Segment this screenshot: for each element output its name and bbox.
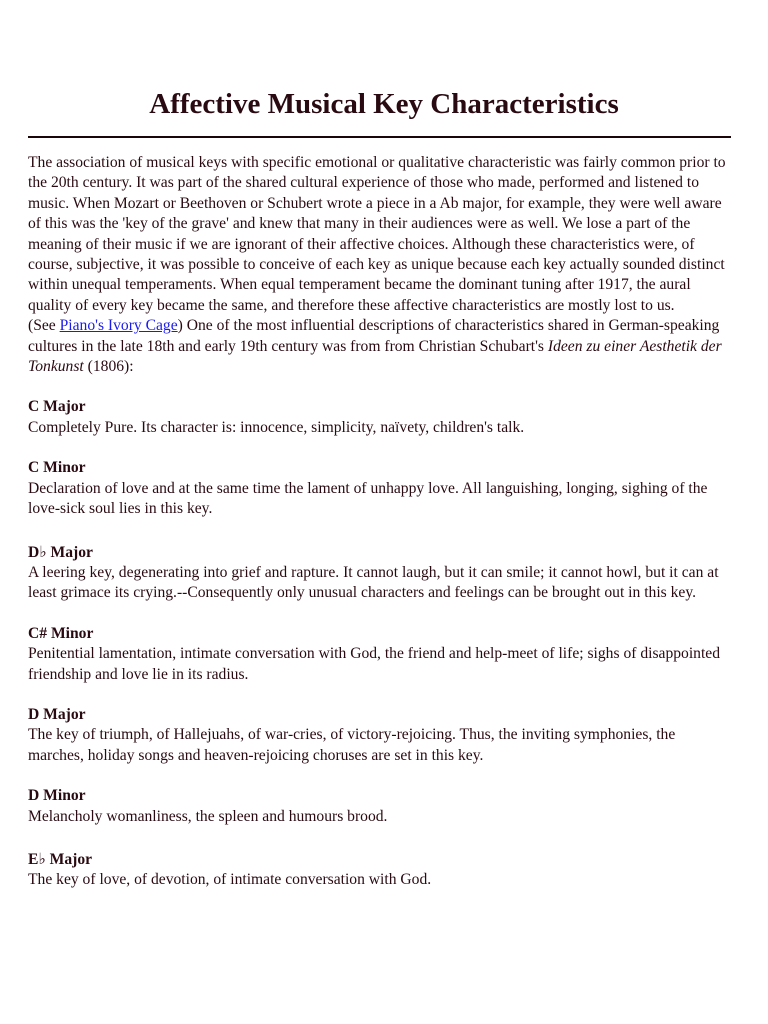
key-name: C Minor xyxy=(28,459,86,477)
key-description: Completely Pure. Its character is: innocence, simplicity, naïvety, children's talk. xyxy=(28,418,525,436)
key-description: Penitential lamentation, intimate conversation with God, the friend and help-meet of life; sighs of disappointed friendship and love lie in its radius. xyxy=(28,645,721,683)
intro-text-end: (1806): xyxy=(83,358,134,376)
key-entry-d-minor xyxy=(28,786,732,827)
key-name: D Minor xyxy=(28,787,86,805)
intro-paragraph xyxy=(28,153,732,377)
key-entry-c-sharp-minor xyxy=(28,624,732,685)
key-description: The key of love, of devotion, of intimate conversation with God. xyxy=(28,871,432,889)
key-name: D♭ Major xyxy=(28,543,93,561)
book-title: Ideen zu einer Aesthetik der Tonkunst xyxy=(28,337,722,376)
intro-text-continued: ) One of the most influential descriptions of characteristics shared in German-speaking cultures in the late 18th and early 19th century was from from Christian Schubart's xyxy=(28,317,720,355)
key-entry-d-flat-major xyxy=(28,543,732,604)
key-description: The key of triumph, of Hallejuahs, of war-cries, of victory-rejoicing. Thus, the inviting symphonies, the marches, holiday songs and heaven-rejoicing choruses are set in this key. xyxy=(28,726,676,764)
key-name: E♭ Major xyxy=(28,850,93,868)
key-name: D Major xyxy=(28,705,86,723)
key-entry-c-major xyxy=(28,397,732,438)
key-entry-e-flat-major xyxy=(28,850,732,891)
intro-text: The association of musical keys with specific emotional or qualitative characteristic was fairly common prior to the 20th century. It was part of the shared cultural experience of those who made, performed and listened to music. When Mozart or Beethoven or Schubert wrote a piece in a Ab major, for example, they were well aware of this was the 'key of the grave' and knew that many in their audiences were as well. We lose a part of the meaning of their music if we are ignorant of their affective choices. Although these characteristics were, of course, subjective, it was possible to conceive of each key as unique because each key actually sounded distinct within unequal temperaments. When equal temperament became the dominant tuning after 1917, the aural quality of every key became the same, and therefore these affective characteristics are mostly lost to us. xyxy=(28,154,726,314)
key-entry-c-minor xyxy=(28,458,732,519)
key-name: C# Minor xyxy=(28,624,94,642)
title-divider xyxy=(28,136,731,138)
key-description: Declaration of love and at the same time the lament of unhappy love. All languishing, longing, sighing of the love-sick soul lies in this key. xyxy=(28,479,708,518)
key-name: C Major xyxy=(28,398,86,416)
page-title: Affective Musical Key Characteristics xyxy=(149,88,619,120)
key-description: Melancholy womanliness, the spleen and humours brood. xyxy=(28,807,388,825)
key-entry-d-major xyxy=(28,705,732,766)
key-description: A leering key, degenerating into grief and rapture. It cannot laugh, but it can smile; it cannot howl, but it can at least grimace its crying.--Consequently only unusual characters and feelings can be brought out in this key. xyxy=(28,563,719,602)
intro-see-prefix: (See xyxy=(28,317,60,335)
pianos-ivory-cage-link[interactable]: Piano's Ivory Cage xyxy=(59,317,178,335)
